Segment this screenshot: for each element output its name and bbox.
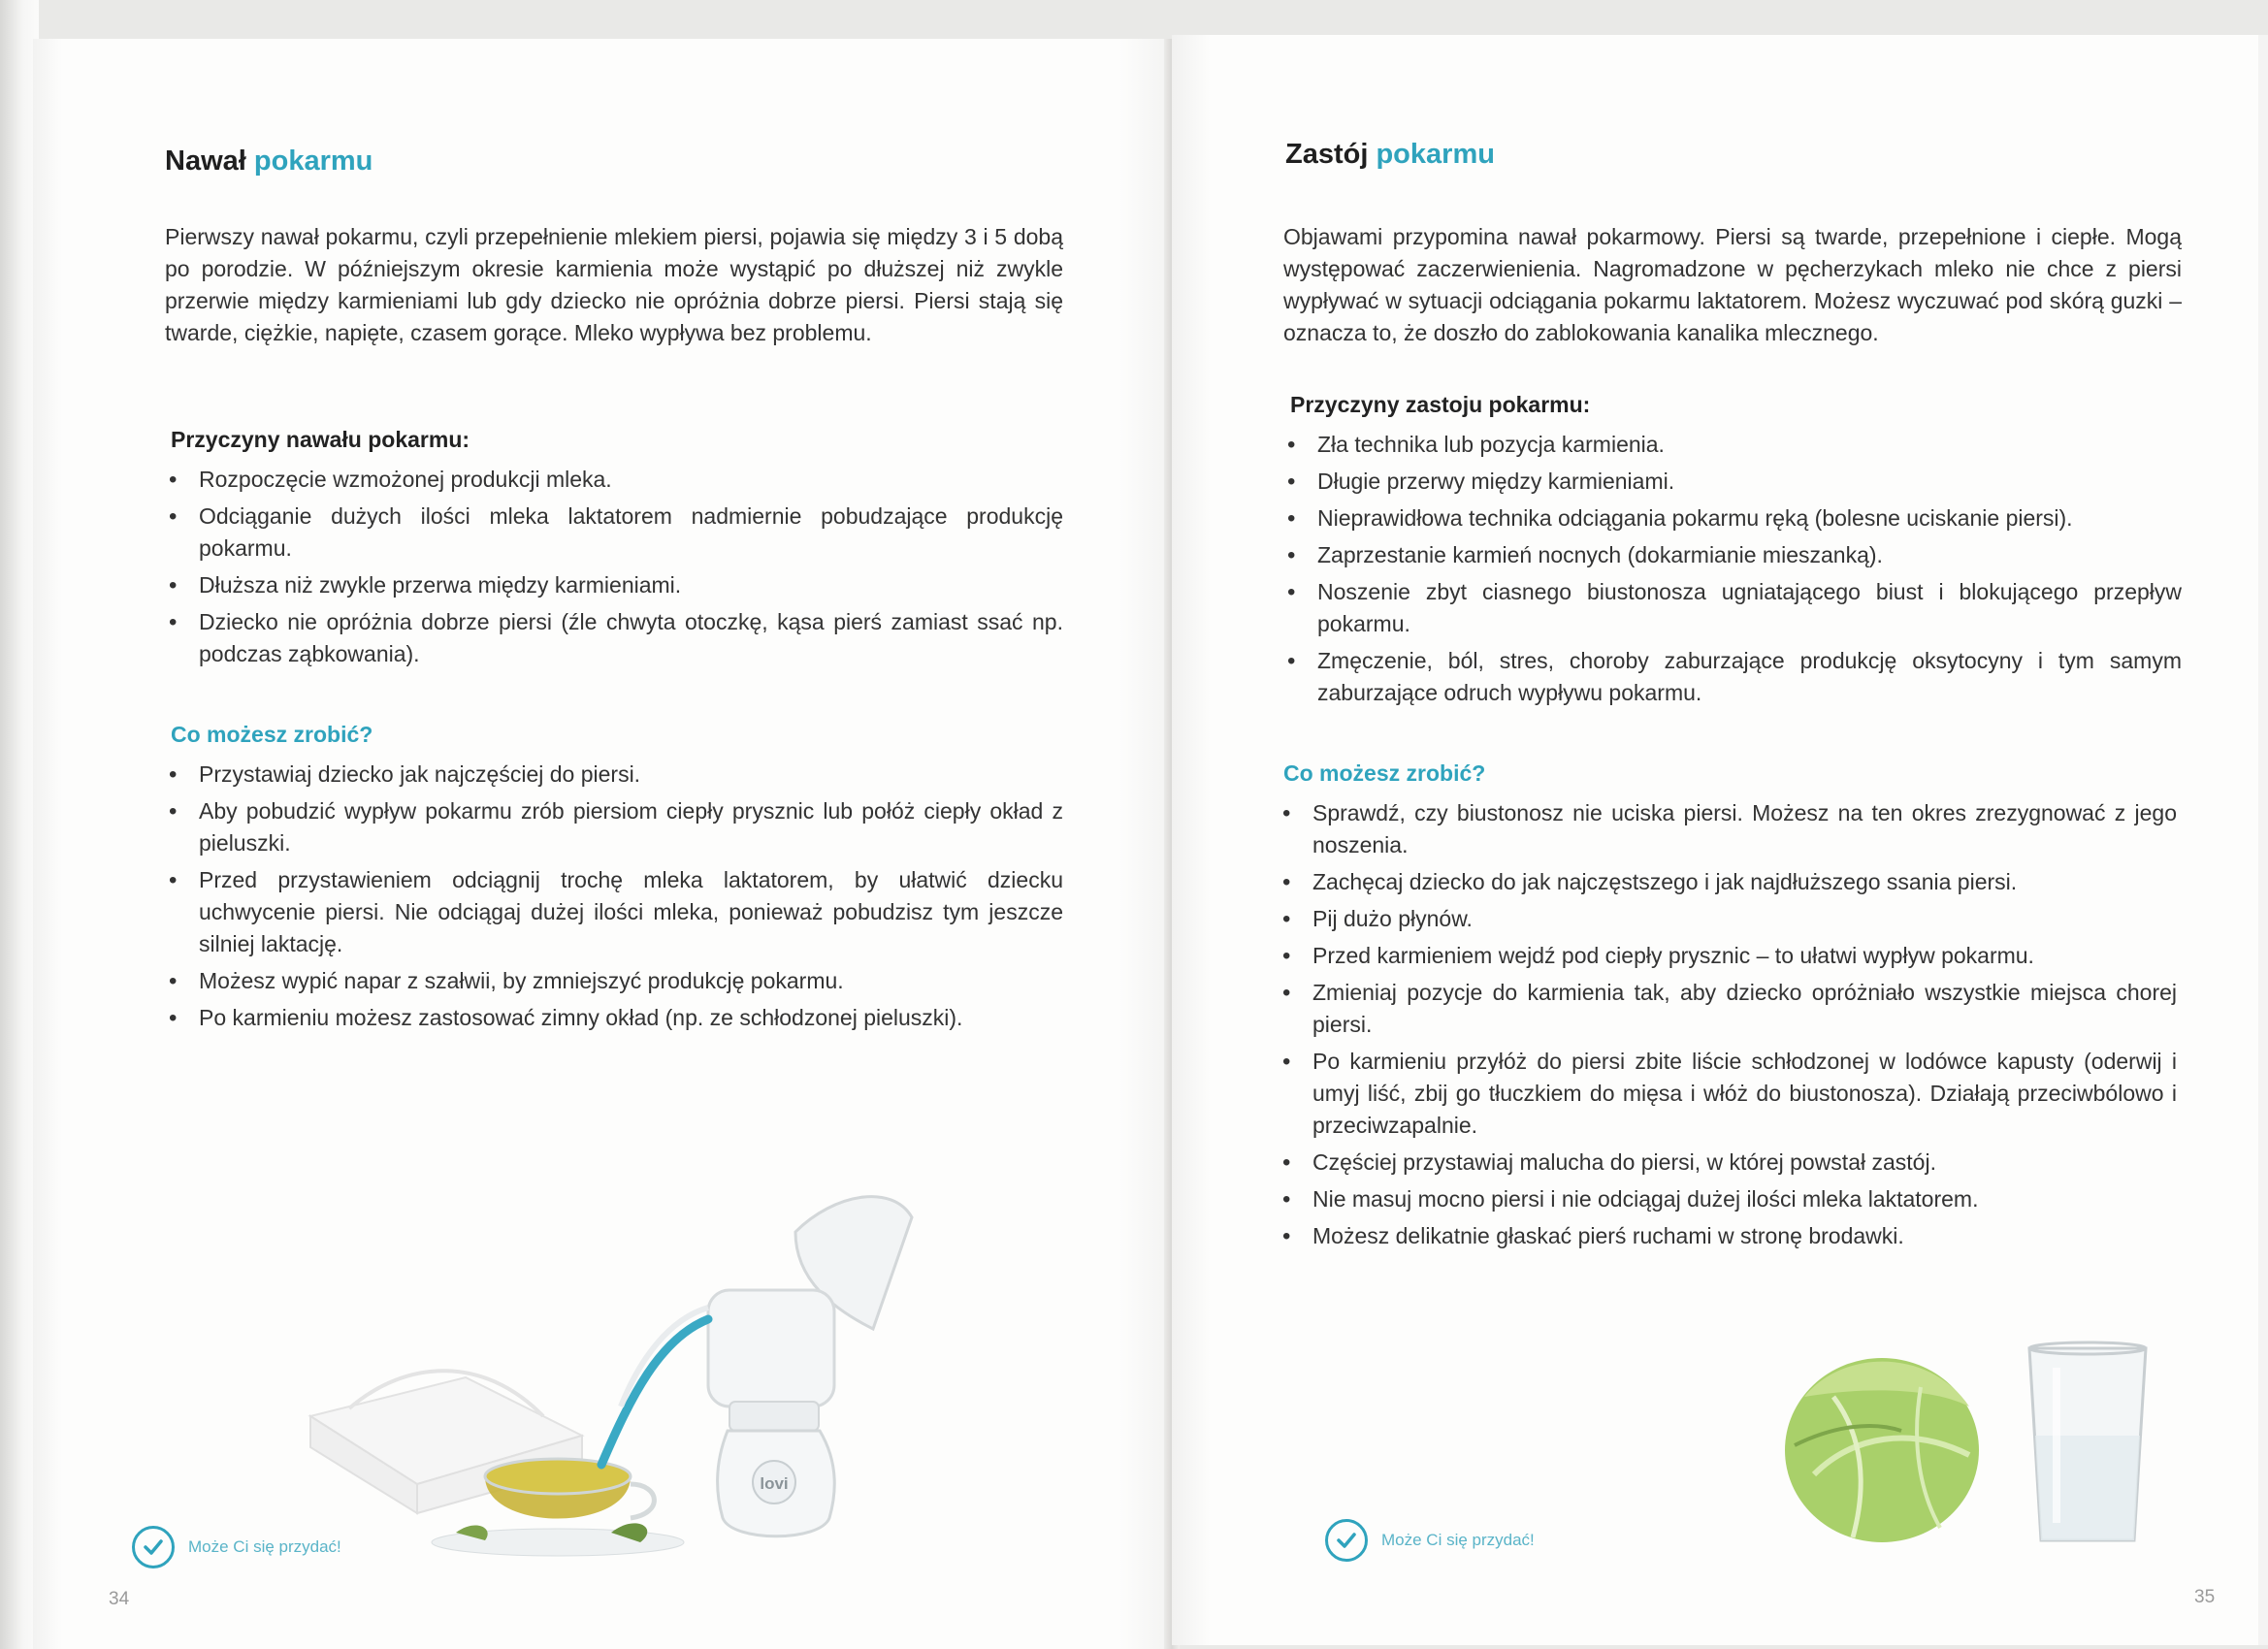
cabbage-water-illustration	[1775, 1329, 2163, 1552]
list-item: • Po karmieniu przyłóż do piersi zbite liście schłodzonej w lodówce kapusty (oderwij i umyj liść, zbij go tłuczkiem do mięsa i włóż do biustonosza). Działają przeciwbólowo i przeciwzapalnie.	[1280, 1046, 2177, 1142]
right-actions-title: Co możesz zrobić?	[1283, 760, 1486, 786]
left-tip-note	[132, 1526, 341, 1568]
list-item: • Zmieniaj pozycje do karmienia tak, aby dziecko opróżniało wszystkie miejsca chorej piersi.	[1280, 977, 2177, 1041]
page-number-right: 35	[2194, 1587, 2216, 1607]
page-number-left: 34	[109, 1589, 130, 1609]
right-causes-list	[1285, 429, 2182, 714]
checkmark-circle-icon	[1325, 1519, 1368, 1562]
list-item: • Dziecko nie opróżnia dobrze piersi (źle chwyta otoczkę, kąsa pierś zamiast ssać np. podczas ząbkowania).	[167, 606, 1063, 670]
list-item: • Nieprawidłowa technika odciągania pokarmu ręką (bolesne uciskanie piersi).	[1285, 502, 2182, 534]
list-item: • Nie masuj mocno piersi i nie odciągaj dużej ilości mleka laktatorem.	[1280, 1183, 2177, 1215]
right-page-title	[1285, 139, 1495, 171]
list-item: • Po karmieniu możesz zastosować zimny okład (np. ze schłodzonej pieluszki).	[167, 1002, 1063, 1034]
list-item: • Aby pobudzić wypływ pokarmu zrób piersiom ciepły prysznic lub połóż ciepły okład z pieluszki.	[167, 795, 1063, 859]
list-item: • Dłuższa niż zwykle przerwa między karmieniami.	[167, 569, 1063, 601]
bottle-brand-label: lovi	[760, 1474, 789, 1493]
list-item: • Odciąganie dużych ilości mleka laktatorem nadmiernie pobudzające produkcję pokarmu.	[167, 501, 1063, 565]
list-item: • Przystawiaj dziecko jak najczęściej do piersi.	[167, 759, 1063, 791]
left-actions-title: Co możesz zrobić?	[171, 722, 373, 747]
list-item: • Zła technika lub pozycja karmienia.	[1285, 429, 2182, 461]
tip-label: Może Ci się przydać!	[188, 1537, 341, 1556]
list-item: • Noszenie zbyt ciasnego biustonosza ugniatającego biust i blokującego przepływ pokarmu.	[1285, 576, 2182, 640]
list-item: • Możesz wypić napar z szałwii, by zmniejszyć produkcję pokarmu.	[167, 965, 1063, 997]
right-actions-list	[1280, 797, 2177, 1257]
list-item: • Przed przystawieniem odciągnij trochę mleka laktatorem, by ułatwić dziecku uchwycenie piersi. Nie odciągaj dużej ilości mleka, ponieważ pobudzisz tym jeszcze silniej laktację.	[167, 864, 1063, 960]
breast-pump-illustration	[291, 1193, 1048, 1562]
glass-of-water-icon	[2029, 1342, 2146, 1540]
cabbage-icon	[1785, 1358, 1979, 1542]
right-title-main: Zastój	[1285, 139, 1369, 170]
tip-label: Może Ci się przydać!	[1381, 1531, 1535, 1549]
left-causes-title: Przyczyny nawału pokarmu:	[171, 427, 470, 452]
list-item: • Przed karmieniem wejdź pod ciepły prysznic – to ułatwi wypływ pokarmu.	[1280, 940, 2177, 972]
left-title-accent: pokarmu	[253, 146, 373, 177]
right-intro-paragraph: Objawami przypomina nawał pokarmowy. Piersi są twarde, przepełnione i ciepłe. Mogą występować zaczerwienienia. Nagromadzone w pęcherzykach mleko nie chce z piersi wypływać w sytuacji odciągania pokarmu laktatorem. Możesz wyczuwać pod skórą guzki – oznacza to, że doszło do zablokowania kanalika mlecznego.	[1283, 224, 2182, 345]
left-page-title	[165, 146, 373, 178]
left-title-main: Nawał	[165, 146, 246, 177]
list-item: • Rozpoczęcie wzmożonej produkcji mleka.	[167, 464, 1063, 496]
baby-bottle-icon	[718, 1431, 835, 1536]
left-causes-list	[167, 464, 1063, 675]
list-item: • Możesz delikatnie głaskać pierś ruchami w stronę brodawki.	[1280, 1220, 2177, 1252]
list-item: • Częściej przystawiaj malucha do piersi, w której powstał zastój.	[1280, 1147, 2177, 1179]
right-causes-title: Przyczyny zastoju pokarmu:	[1290, 392, 1591, 417]
list-item: • Długie przerwy między karmieniami.	[1285, 466, 2182, 498]
checkmark-circle-icon	[132, 1526, 175, 1568]
right-title-accent: pokarmu	[1376, 139, 1495, 170]
list-item: • Pij dużo płynów.	[1280, 903, 2177, 935]
list-item: • Sprawdź, czy biustonosz nie uciska piersi. Możesz na ten okres zrezygnować z jego noszenia.	[1280, 797, 2177, 861]
right-tip-note	[1325, 1519, 1535, 1562]
list-item: • Zmęczenie, ból, stres, choroby zaburzające produkcję oksytocyny i tym samym zaburzające odruch wypływu pokarmu.	[1285, 645, 2182, 709]
breast-pump-icon	[601, 1197, 912, 1465]
list-item: • Zachęcaj dziecko do jak najczęstszego i jak najdłuższego ssania piersi.	[1280, 866, 2177, 898]
left-actions-list	[167, 759, 1063, 1039]
list-item: • Zaprzestanie karmień nocnych (dokarmianie mieszanką).	[1285, 539, 2182, 571]
left-intro-paragraph: Pierwszy nawał pokarmu, czyli przepełnienie mlekiem piersi, pojawia się między 3 i 5 dobą po porodzie. W późniejszym okresie karmienia może wystąpić po dłuższej niż zwykle przerwie między karmieniami lub gdy dziecko nie opróżnia dobrze piersi. Piersi stają się twarde, ciężkie, napięte, czasem gorące. Mleko wypływa bez problemu.	[165, 224, 1063, 345]
